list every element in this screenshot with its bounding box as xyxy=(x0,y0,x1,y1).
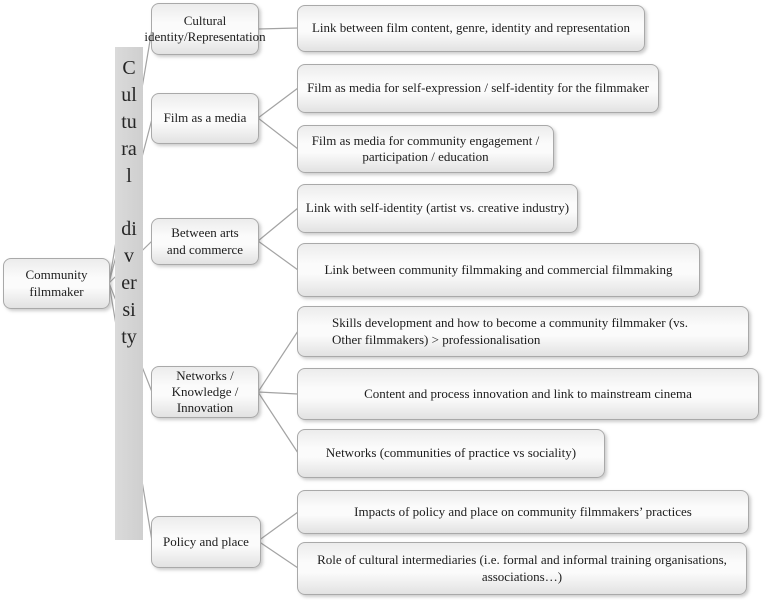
topic-impacts-of-policy-and-place: Impacts of policy and place on community filmmakers’ practices xyxy=(297,490,749,534)
category-film-as-media: Film as a media xyxy=(151,93,259,144)
connector-line xyxy=(258,331,298,392)
node-community-filmmaker: Community filmmaker xyxy=(3,258,110,309)
topic-role-of-cultural-intermediaries: Role of cultural intermediaries (i.e. formal and informal training organisations, associations…) xyxy=(297,542,747,595)
category-cultural-identity-representation: Cultural identity/Representation xyxy=(151,3,259,55)
topic-content-process-innovation: Content and process innovation and link to mainstream cinema xyxy=(297,368,759,420)
connector-line xyxy=(258,88,298,118)
topic-community-engagement-participation: Film as media for community engagement / participation / education xyxy=(297,125,554,173)
connector-line xyxy=(258,512,298,541)
spine-word-diversity: diversity xyxy=(121,218,137,348)
topic-networks-communities-of-practice: Networks (communities of practice vs sociality) xyxy=(297,429,605,478)
connector-line xyxy=(258,118,298,149)
topic-film-content-genre-identity: Link between film content, genre, identity and representation xyxy=(297,5,645,52)
topic-skills-development-professionalisation: Skills development and how to become a community filmmaker (vs. Other filmmakers) > professionalisation xyxy=(297,306,749,357)
topic-community-vs-commercial-filmmaking: Link between community filmmaking and commercial filmmaking xyxy=(297,243,700,297)
category-networks-knowledge-innovation: Networks / Knowledge / Innovation xyxy=(151,366,259,418)
connector-line xyxy=(258,392,298,394)
connector-line xyxy=(258,208,298,241)
connector-line xyxy=(258,541,298,568)
spine-word-cultural: Cultural xyxy=(121,57,137,187)
category-between-arts-commerce: Between arts and commerce xyxy=(151,218,259,265)
topic-self-identity-artist-vs-industry: Link with self-identity (artist vs. creative industry) xyxy=(297,184,578,233)
connector-line xyxy=(258,241,298,270)
connector-line xyxy=(258,392,298,453)
topic-self-expression-self-identity: Film as media for self-expression / self-identity for the filmmaker xyxy=(297,64,659,113)
category-policy-and-place: Policy and place xyxy=(151,516,261,568)
spine-cultural-diversity xyxy=(115,47,143,540)
